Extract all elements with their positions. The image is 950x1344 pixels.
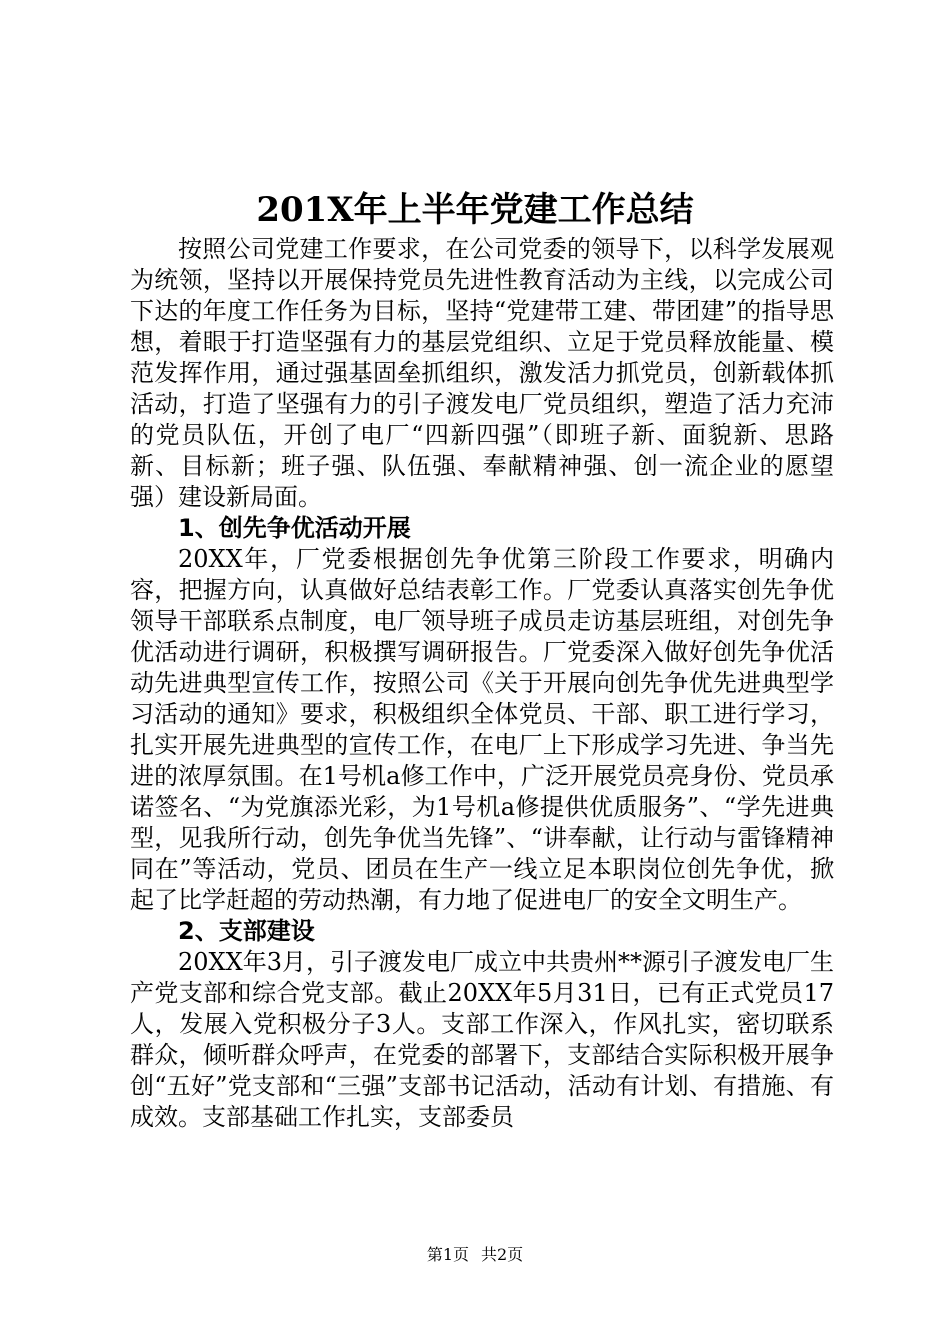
section-paragraph-2: 20XX年3月，引子渡发电厂成立中共贵州**源引子渡发电厂生产党支部和综合党支部。截止20XX年5月31日，已有正式党员17人，发展入党积极分子3人。支部工作深入，作风扎实，密切联系群众，倾听群众呼声，在党委的部署下，支部结合实际积极开展争创“五好”党支部和“三强”支部书记活动，活动有计划、有措施、有成效。支部基础工作扎实，支部委员 (130, 948, 834, 1131)
intro-paragraph: 按照公司党建工作要求，在公司党委的领导下，以科学发展观为统领，坚持以开展保持党员先进性教育活动为主线，以完成公司下达的年度工作任务为目标，坚持“党建带工建、带团建”的指导思想，着眼于打造坚强有力的基层党组织、立足于党员释放能量、模范发挥作用，通过强基固垒抓组织，激发活力抓党员，创新载体抓活动，打造了坚强有力的引子渡发电厂党员组织，塑造了活力充沛的党员队伍，开创了电厂“四新四强”（即班子新、面貌新、思路新、目标新；班子强、队伍强、奉献精神强、创一流企业的愿望强）建设新局面。 (130, 235, 834, 511)
page-footer (0, 1245, 950, 1265)
section-paragraph-1: 20XX年，厂党委根据创先争优第三阶段工作要求，明确内容，把握方向，认真做好总结表彰工作。厂党委认真落实创先争优领导干部联系点制度，电厂领导班子成员走访基层班组，对创先争优活动进行调研，积极撰写调研报告。厂党委深入做好创先争优活动先进典型宣传工作，按照公司《关于开展向创先争优先进典型学习活动的通知》要求，积极组织全体党员、干部、职工进行学习，扎实开展先进典型的宣传工作，在电厂上下形成学习先进、争当先进的浓厚氛围。在1号机a修工作中，广泛开展党员亮身份、党员承诺签名、“为党旗添光彩，为1号机a修提供优质服务”、“学先进典型，见我所行动，创先争优当先锋”、“讲奉献，让行动与雷锋精神同在”等活动，党员、团员在生产一线立足本职岗位创先争优，掀起了比学赶超的劳动热潮，有力地了促进电厂的安全文明生产。 (130, 545, 834, 914)
section-heading-2: 2、支部建设 (178, 917, 315, 945)
page-number: 第1页 (426, 1245, 469, 1264)
document-body (130, 234, 834, 1133)
section-heading-1: 1、创先争优活动开展 (178, 514, 411, 542)
document-title: 201X年上半年党建工作总结 (256, 190, 694, 230)
page-total: 共2页 (481, 1245, 524, 1264)
